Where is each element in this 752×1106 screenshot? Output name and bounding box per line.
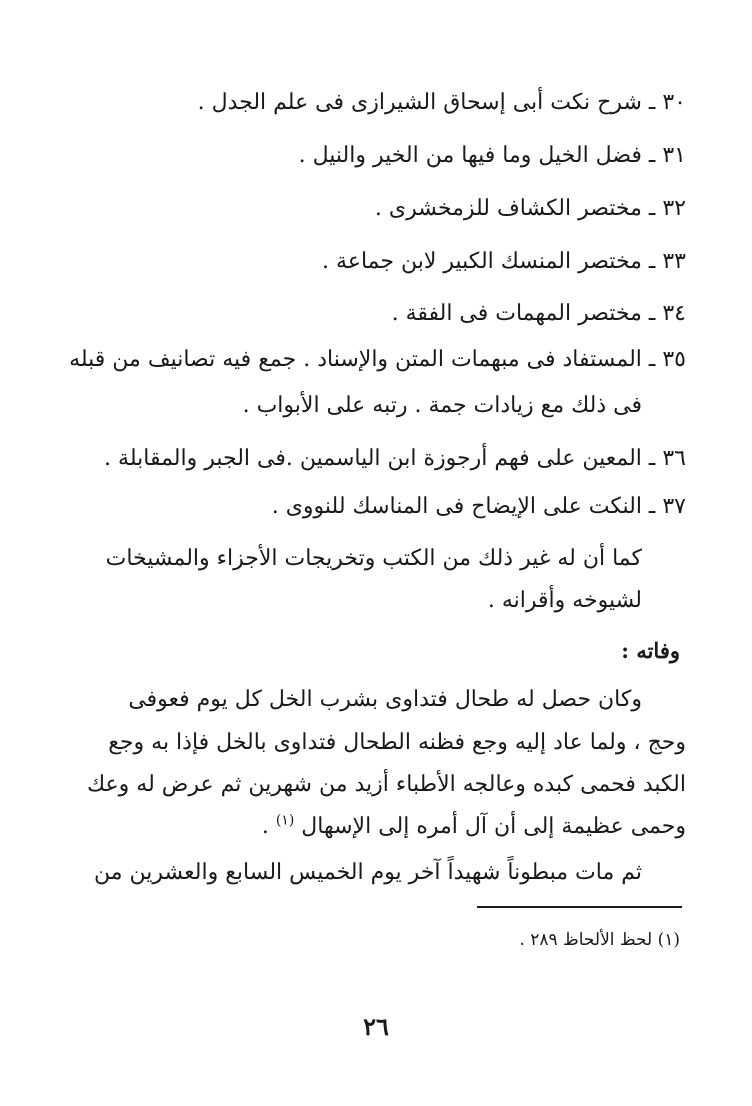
paragraph-line-2: وحج ، ولما عاد إليه وجع فظنه الطحال فتداوى بالخل فإذا به وجع xyxy=(108,730,686,755)
list-item-30: ٣٠ ـ شرح نكت أبى إسحاق الشيرازى فى علم الجدل . xyxy=(197,90,686,115)
paragraph-last-line: ثم مات مبطوناً شهيداً آخر يوم الخميس السابع والعشرين من xyxy=(93,860,642,885)
list-item-37: ٣٧ ـ النكت على الإيضاح فى المناسك للنووى . xyxy=(271,494,686,519)
paragraph-line-3: الكبد فحمى كبده وعالجه الأطباء أزيد من شهرين ثم عرض له وعك xyxy=(87,772,686,797)
section-heading: وفاته : xyxy=(621,638,680,663)
closing-note-line-2: لشيوخه وأقرانه . xyxy=(487,588,642,613)
paragraph-end-punctuation: . xyxy=(261,814,276,839)
paragraph-line-4-text: وحمى عظيمة إلى أن آل أمره إلى الإسهال xyxy=(301,814,686,839)
paragraph-line-4 xyxy=(262,812,686,842)
footnote-divider xyxy=(477,906,682,908)
list-item-35: ٣٥ ـ المستفاد فى مبهمات المتن والإسناد . جمع فيه تصانيف من قبله xyxy=(69,347,686,372)
paragraph-line-1: وكان حصل له طحال فتداوى بشرب الخل كل يوم فعوفى xyxy=(128,687,642,712)
closing-note-line-1: كما أن له غير ذلك من الكتب وتخريجات الأجزاء والمشيخات xyxy=(105,546,642,571)
list-item-33: ٣٣ ـ مختصر المنسك الكبير لابن جماعة . xyxy=(322,249,686,274)
list-item-36: ٣٦ ـ المعين على فهم أرجوزة ابن الياسمين .فى الجبر والمقابلة . xyxy=(104,446,686,471)
list-item-32: ٣٢ ـ مختصر الكشاف للزمخشرى . xyxy=(374,196,686,221)
footnote: (١) لحظ الألحاظ ٢٨٩ . xyxy=(519,930,680,950)
footnote-marker[interactable]: (١) xyxy=(275,812,295,829)
list-item-34: ٣٤ ـ مختصر المهمات فى الفقة . xyxy=(391,301,686,326)
list-item-35-continuation: فى ذلك مع زيادات جمة . رتبه على الأبواب . xyxy=(242,393,642,418)
list-item-31: ٣١ ـ فضل الخيل وما فيها من الخير والنيل . xyxy=(298,143,686,168)
page-number: ٢٦ xyxy=(363,1012,389,1041)
